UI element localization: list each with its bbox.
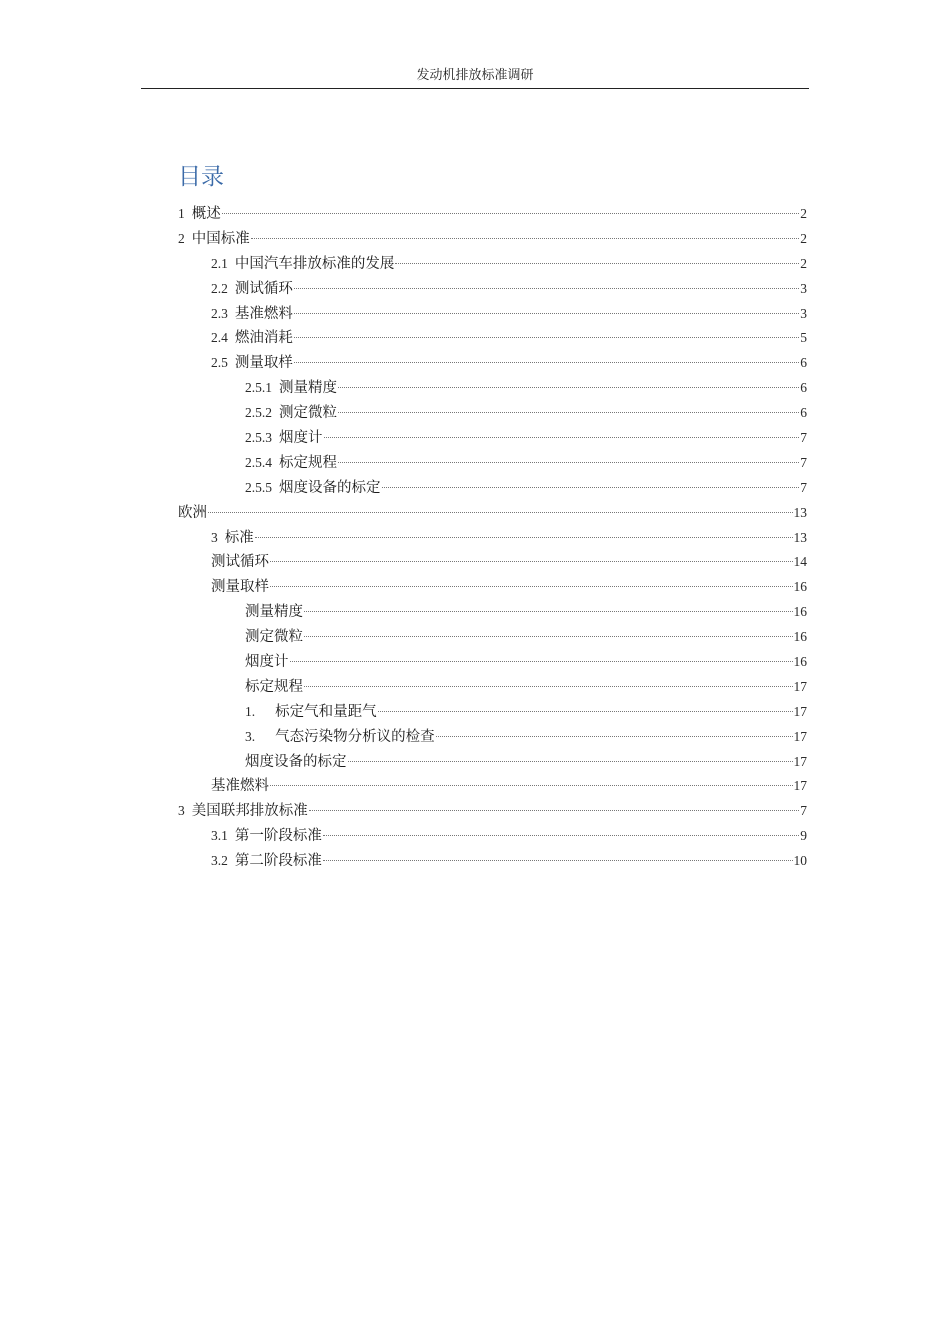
dot-leader <box>338 461 799 463</box>
toc-entry-number: 2.5.1 <box>245 380 272 396</box>
toc-entry[interactable] <box>178 526 807 551</box>
toc-entry-page: 7 <box>800 454 807 470</box>
toc-entry-number: 1 <box>178 206 185 221</box>
toc-entry-page: 2 <box>800 255 807 271</box>
toc-entry-page: 14 <box>793 554 807 570</box>
toc-entry-page: 3 <box>800 280 807 296</box>
toc-entry-text: 第二阶段标准 <box>234 853 322 870</box>
toc-entry-page: 16 <box>793 579 807 595</box>
toc-entry-text: 测量取样 <box>234 355 293 372</box>
toc-entry-text: 基准燃料 <box>211 778 269 795</box>
toc-entry-page: 17 <box>793 753 807 769</box>
toc-entry-page: 2 <box>800 206 807 221</box>
toc-entry[interactable] <box>178 799 807 824</box>
toc-entry-number: 2.2 <box>211 280 228 296</box>
toc-entry[interactable] <box>178 326 807 351</box>
toc-entry-text: 测定微粒 <box>245 629 303 646</box>
toc-entry-number: 2.4 <box>211 330 228 346</box>
toc-entry-page: 17 <box>793 728 807 744</box>
toc-entry-text: 第一阶段标准 <box>234 828 322 845</box>
page-header <box>141 66 809 89</box>
dot-leader <box>304 610 793 612</box>
toc-entry[interactable] <box>178 774 807 799</box>
toc-entry-number: 2.5.2 <box>245 405 272 421</box>
toc-entry[interactable] <box>178 824 807 849</box>
dot-leader <box>338 411 799 413</box>
toc-entry-page: 13 <box>793 504 807 520</box>
toc-entry-text: 测试循环 <box>234 280 293 297</box>
toc-entry-text: 概述 <box>191 206 221 222</box>
toc-entry[interactable] <box>178 849 807 874</box>
toc-entry-page: 16 <box>793 654 807 670</box>
dot-leader <box>255 536 793 538</box>
toc-entry-page: 7 <box>800 430 807 446</box>
toc-entry-text: 烟度计 <box>245 654 289 671</box>
toc-entry[interactable] <box>178 252 807 277</box>
dot-leader <box>294 312 799 314</box>
dot-leader <box>290 660 793 662</box>
toc-entry-page: 6 <box>800 405 807 421</box>
dot-leader <box>294 361 799 363</box>
toc-entry-number: 1. <box>245 703 256 719</box>
toc-entry-text: 烟度设备的标定 <box>279 479 381 496</box>
dot-leader <box>338 386 799 388</box>
dot-leader <box>324 436 800 438</box>
toc-entry-number: 3 <box>178 803 185 819</box>
toc-entry[interactable] <box>178 750 807 775</box>
toc-entry-text: 测定微粒 <box>279 405 337 422</box>
toc-entry-text: 中国汽车排放标准的发展 <box>234 255 395 272</box>
toc-entry-text: 烟度设备的标定 <box>245 753 347 770</box>
dot-leader <box>323 859 793 861</box>
toc-entry-number: 3 <box>211 529 218 545</box>
toc-entry-text: 欧洲 <box>178 504 207 521</box>
toc-entry-text: 燃油消耗 <box>234 330 293 347</box>
dot-leader <box>436 735 793 737</box>
dot-leader <box>270 784 793 786</box>
dot-leader <box>222 212 800 214</box>
toc-entry-number: 2.5.5 <box>245 479 272 495</box>
toc-entry[interactable] <box>178 625 807 650</box>
toc-entry[interactable] <box>178 650 807 675</box>
dot-leader <box>382 486 800 488</box>
toc-entry[interactable] <box>178 675 807 700</box>
toc-entry-text: 标定规程 <box>245 678 303 695</box>
toc-entry-text: 标定气和量距气 <box>275 703 377 720</box>
dot-leader <box>294 287 799 289</box>
toc-entry[interactable] <box>178 202 807 227</box>
toc-entry[interactable] <box>178 227 807 252</box>
toc-entry-text: 美国联邦排放标准 <box>191 803 308 820</box>
toc-entry-page: 16 <box>793 604 807 620</box>
toc-entry[interactable] <box>178 376 807 401</box>
toc-entry-text: 测试循环 <box>211 554 269 571</box>
dot-leader <box>208 511 793 513</box>
toc-entry[interactable] <box>178 725 807 750</box>
toc-entry[interactable] <box>178 426 807 451</box>
toc-entry-page: 17 <box>793 678 807 694</box>
toc-title: 目录 <box>178 164 224 190</box>
toc-entry-page: 17 <box>793 703 807 719</box>
toc-entry-page: 3 <box>800 305 807 321</box>
toc-entry[interactable] <box>178 277 807 302</box>
header-title: 发动机排放标准调研 <box>416 68 534 83</box>
toc-entry[interactable] <box>178 501 807 526</box>
dot-leader <box>395 262 799 264</box>
toc-entry-text: 基准燃料 <box>234 305 293 322</box>
dot-leader <box>251 237 800 239</box>
toc-entry-page: 17 <box>793 778 807 794</box>
toc-entry-text: 中国标准 <box>191 230 250 247</box>
toc-entry-number: 3.2 <box>211 853 228 869</box>
toc-entry[interactable] <box>178 575 807 600</box>
toc-entry[interactable] <box>178 451 807 476</box>
dot-leader <box>323 834 799 836</box>
toc-entry-text: 气态污染物分析议的检查 <box>275 728 435 745</box>
toc-entry[interactable] <box>178 600 807 625</box>
dot-leader <box>304 635 793 637</box>
toc-entry-number: 2 <box>178 230 185 246</box>
dot-leader <box>378 710 793 712</box>
toc-entry-page: 16 <box>793 629 807 645</box>
toc-entry[interactable] <box>178 401 807 426</box>
toc-entry-text: 标准 <box>224 529 254 546</box>
dot-leader <box>304 685 793 687</box>
toc-entry-text: 测量精度 <box>245 604 303 621</box>
dot-leader <box>270 585 793 587</box>
dot-leader <box>309 809 800 811</box>
toc-entry-number: 2.5 <box>211 355 228 371</box>
toc-entry-page: 7 <box>800 803 807 819</box>
toc-entry-page: 2 <box>800 230 807 246</box>
dot-leader <box>270 560 793 562</box>
table-of-contents <box>178 202 807 874</box>
dot-leader <box>348 760 793 762</box>
toc-entry-page: 10 <box>793 853 807 869</box>
toc-entry[interactable] <box>178 302 807 327</box>
toc-entry-text: 标定规程 <box>279 454 337 471</box>
toc-entry[interactable] <box>178 476 807 501</box>
toc-entry-page: 7 <box>800 479 807 495</box>
toc-entry-number: 2.3 <box>211 305 228 321</box>
toc-entry-page: 9 <box>800 828 807 844</box>
toc-entry-text: 测量取样 <box>211 579 269 596</box>
toc-entry-number: 3. <box>245 728 256 744</box>
toc-entry[interactable] <box>178 700 807 725</box>
toc-entry-number: 2.5.3 <box>245 430 272 446</box>
dot-leader <box>294 336 799 338</box>
toc-entry-page: 5 <box>800 330 807 346</box>
toc-entry-page: 6 <box>800 355 807 371</box>
toc-entry-number: 2.5.4 <box>245 454 272 470</box>
toc-entry-text: 烟度计 <box>279 430 323 447</box>
toc-entry[interactable] <box>178 550 807 575</box>
toc-entry-page: 6 <box>800 380 807 396</box>
toc-entry-page: 13 <box>793 529 807 545</box>
toc-entry-number: 3.1 <box>211 828 228 844</box>
toc-entry[interactable] <box>178 351 807 376</box>
toc-entry-number: 2.1 <box>211 255 228 271</box>
toc-entry-text: 测量精度 <box>279 380 337 397</box>
